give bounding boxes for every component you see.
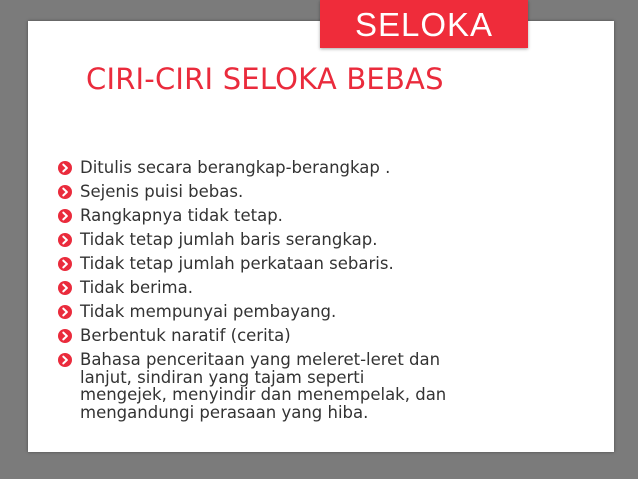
- list-item: [58, 252, 578, 276]
- bullet-list: [58, 156, 578, 421]
- list-item-text: Berbentuk naratif (cerita): [80, 326, 291, 345]
- list-item-text: Tidak tetap jumlah baris serangkap.: [80, 230, 378, 249]
- circle-chevron-right-icon: [58, 305, 72, 319]
- circle-chevron-right-icon: [58, 329, 72, 343]
- list-item-text: Sejenis puisi bebas.: [80, 182, 244, 201]
- list-item-text: Tidak tetap jumlah perkataan sebaris.: [80, 254, 394, 273]
- list-item: [58, 300, 578, 324]
- circle-chevron-right-icon: [58, 209, 72, 223]
- list-item: [58, 204, 578, 228]
- circle-chevron-right-icon: [58, 233, 72, 247]
- list-item: [58, 348, 578, 421]
- list-item: [58, 156, 578, 180]
- circle-chevron-right-icon: [58, 353, 72, 367]
- list-item: [58, 276, 578, 300]
- list-item-text: Tidak berima.: [80, 278, 193, 297]
- circle-chevron-right-icon: [58, 257, 72, 271]
- circle-chevron-right-icon: [58, 281, 72, 295]
- list-item-text: Rangkapnya tidak tetap.: [80, 206, 283, 225]
- slide-title: CIRI-CIRI SELOKA BEBAS: [86, 62, 444, 96]
- list-item: [58, 324, 578, 348]
- list-item-text: Ditulis secara berangkap-berangkap .: [80, 158, 391, 177]
- list-item: [58, 180, 578, 204]
- list-item-text: Bahasa penceritaan yang meleret-leret dan lanjut, sindiran yang tajam seperti mengejek, menyindir dan menempelak, dan mengandungi perasaan yang hiba.: [80, 350, 447, 422]
- section-tag: SELOKA: [320, 0, 528, 48]
- circle-chevron-right-icon: [58, 185, 72, 199]
- circle-chevron-right-icon: [58, 161, 72, 175]
- list-item-text: Tidak mempunyai pembayang.: [80, 302, 337, 321]
- list-item: [58, 228, 578, 252]
